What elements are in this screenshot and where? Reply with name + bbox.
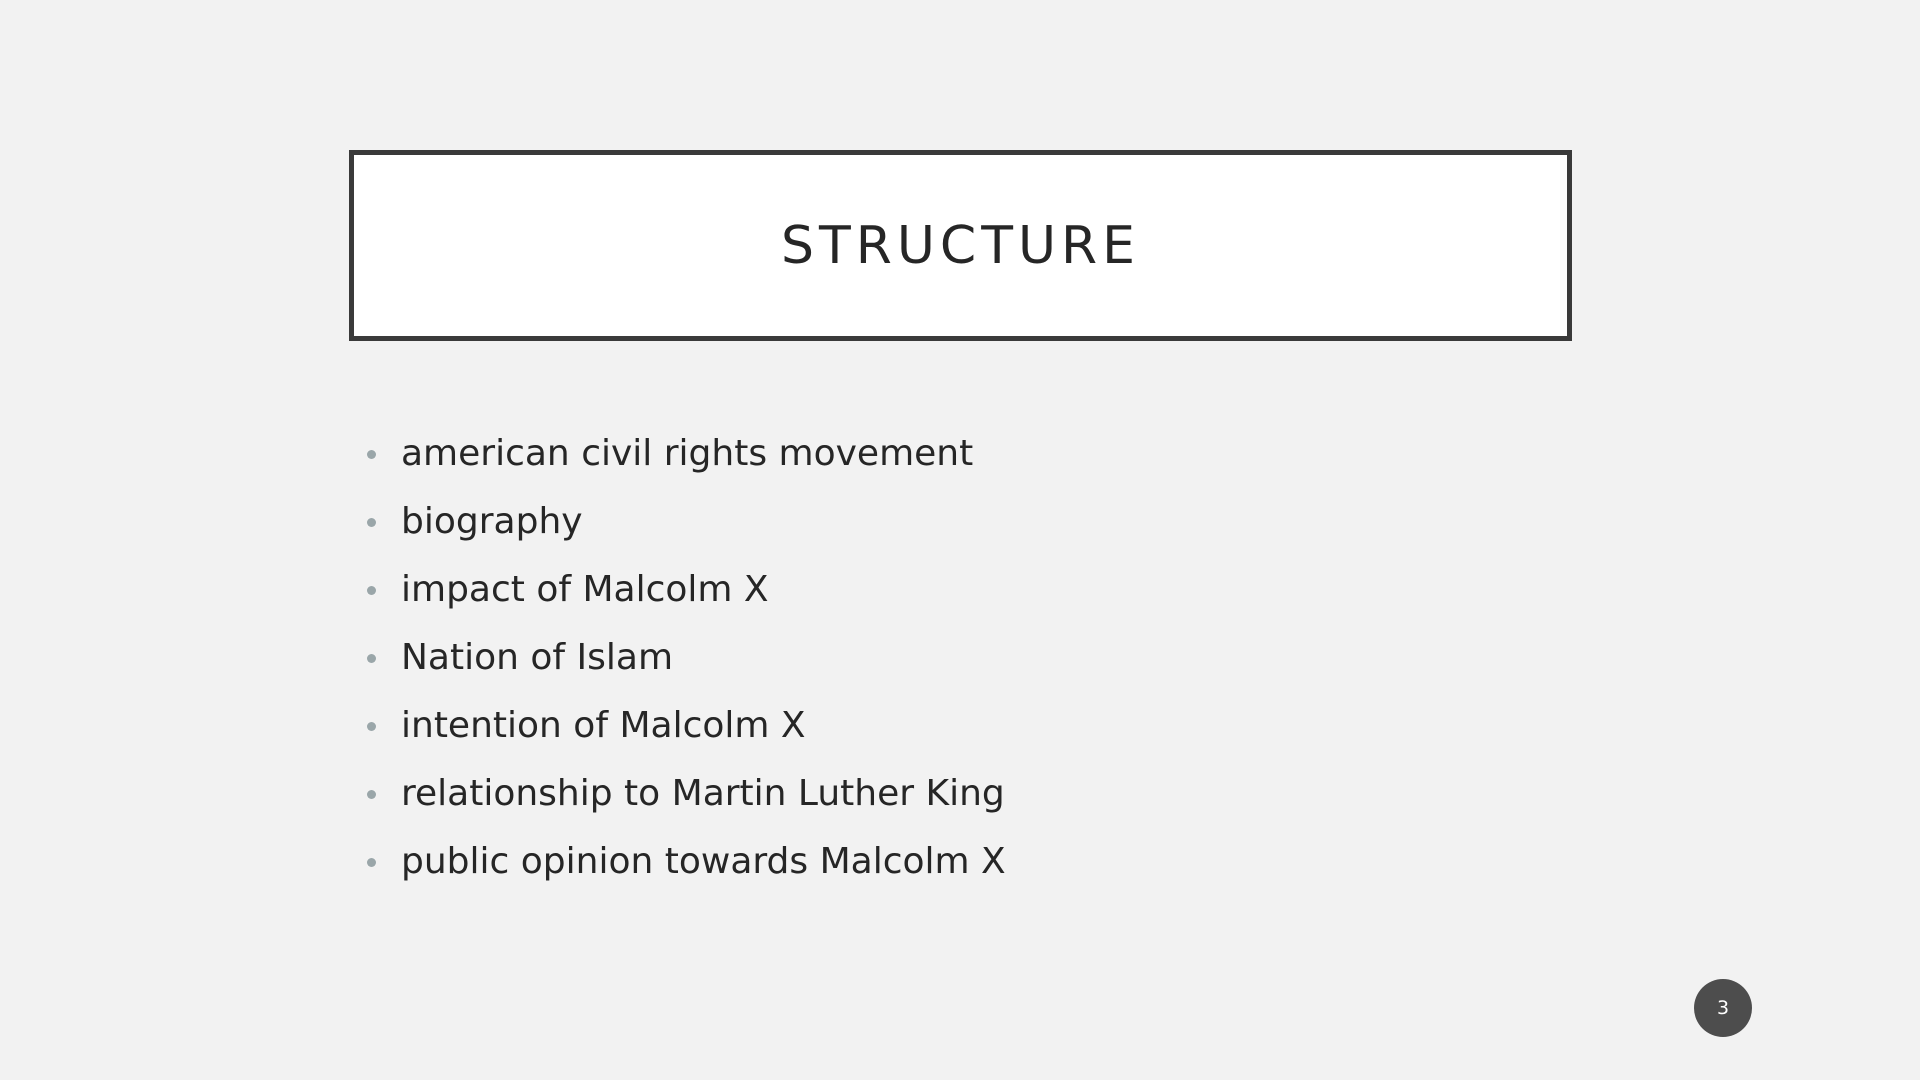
bullet-text: public opinion towards Malcolm X <box>401 841 1006 882</box>
bullet-text: relationship to Martin Luther King <box>401 773 1005 814</box>
slide-title: STRUCTURE <box>780 215 1141 276</box>
bullet-list <box>360 420 1006 896</box>
title-box <box>349 150 1572 341</box>
bullet-text: american civil rights movement <box>401 433 974 474</box>
page-number-badge: 3 <box>1694 979 1752 1037</box>
bullet-icon <box>367 858 376 867</box>
bullet-text: Nation of Islam <box>401 637 674 678</box>
bullet-icon <box>367 586 376 595</box>
bullet-icon <box>367 722 376 731</box>
list-item <box>360 556 1006 624</box>
bullet-icon <box>367 518 376 527</box>
bullet-icon <box>367 450 376 459</box>
list-item <box>360 488 1006 556</box>
bullet-icon <box>367 790 376 799</box>
list-item <box>360 760 1006 828</box>
bullet-text: impact of Malcolm X <box>401 569 769 610</box>
bullet-icon <box>367 654 376 663</box>
list-item <box>360 828 1006 896</box>
list-item <box>360 692 1006 760</box>
list-item <box>360 420 1006 488</box>
bullet-text: intention of Malcolm X <box>401 705 806 746</box>
bullet-text: biography <box>401 501 583 542</box>
list-item <box>360 624 1006 692</box>
